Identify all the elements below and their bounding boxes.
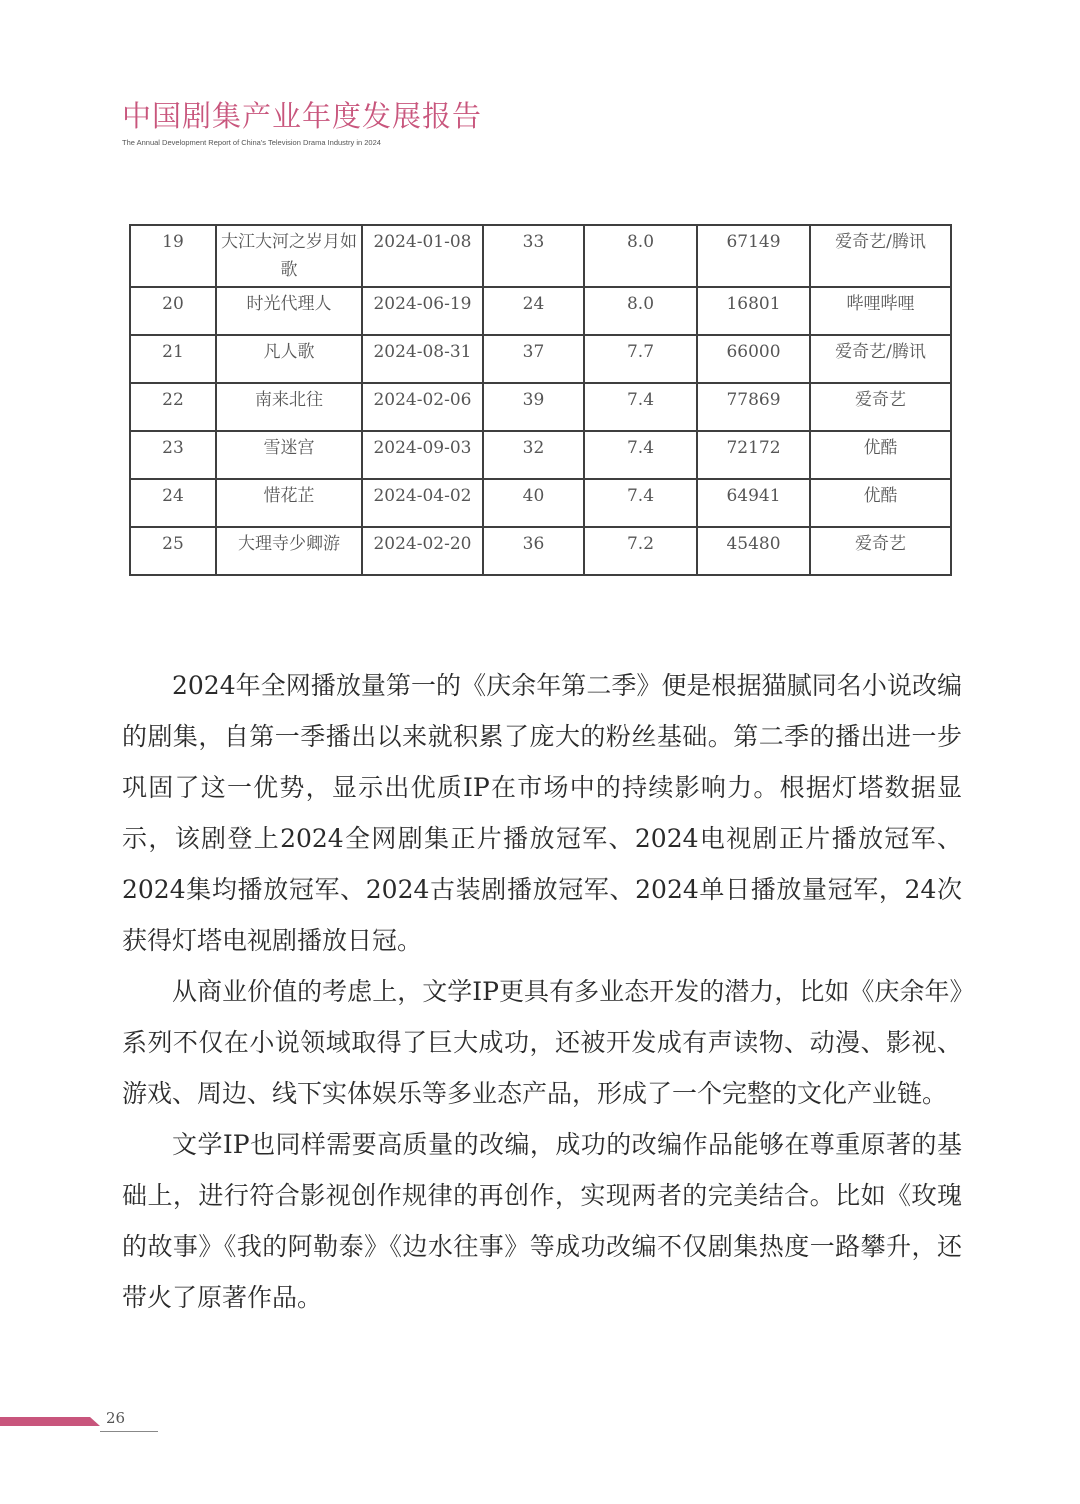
platform-cell: 爱奇艺 xyxy=(810,383,951,431)
drama-name-cell: 时光代理人 xyxy=(216,287,362,335)
paragraph: 2024年全网播放量第一的《庆余年第二季》便是根据猫腻同名小说改编的剧集，自第一季播出以来就积累了庞大的粉丝基础。第二季的播出进一步巩固了这一优势，显示出优质IP在市场中的持续影响力。根据灯塔数据显示，该剧登上2024全网剧集正片播放冠军、2024电视剧正片播放冠军、2024集均播放冠军、2024古装剧播放冠军、2024单日播放量冠军，24次获得灯塔电视剧播放日冠。 xyxy=(122,671,962,955)
score-cell: 8.0 xyxy=(584,287,697,335)
drama-name-cell: 惜花芷 xyxy=(216,479,362,527)
episodes-cell: 24 xyxy=(483,287,584,335)
platform-cell: 哔哩哔哩 xyxy=(810,287,951,335)
episodes-cell: 37 xyxy=(483,335,584,383)
platform-cell: 爱奇艺/腾讯 xyxy=(810,335,951,383)
page-number: 26 xyxy=(106,1409,126,1427)
table-row xyxy=(130,287,951,335)
paragraph: 从商业价值的考虑上，文学IP更具有多业态开发的潜力，比如《庆余年》系列不仅在小说领域取得了巨大成功，还被开发成有声读物、动漫、影视、游戏、周边、线下实体娱乐等多业态产品，形成了一个完整的文化产业链。 xyxy=(122,977,962,1108)
air-date-cell: 2024-08-31 xyxy=(362,335,483,383)
score-cell: 7.2 xyxy=(584,527,697,575)
count-cell: 66000 xyxy=(697,335,810,383)
count-cell: 45480 xyxy=(697,527,810,575)
rank-cell: 21 xyxy=(130,335,216,383)
platform-cell: 优酷 xyxy=(810,479,951,527)
count-cell: 72172 xyxy=(697,431,810,479)
score-cell: 7.4 xyxy=(584,383,697,431)
score-cell: 7.4 xyxy=(584,431,697,479)
rank-cell: 22 xyxy=(130,383,216,431)
rank-cell: 24 xyxy=(130,479,216,527)
rank-cell: 19 xyxy=(130,225,216,287)
rank-cell: 23 xyxy=(130,431,216,479)
drama-ratings-table xyxy=(129,224,952,576)
footer-rule xyxy=(100,1431,158,1432)
rank-cell: 25 xyxy=(130,527,216,575)
platform-cell: 爱奇艺 xyxy=(810,527,951,575)
table-row xyxy=(130,225,951,287)
drama-name-cell: 凡人歌 xyxy=(216,335,362,383)
report-title: 中国剧集产业年度发展报告 xyxy=(122,99,483,133)
body-text xyxy=(122,660,962,1323)
rank-cell: 20 xyxy=(130,287,216,335)
count-cell: 16801 xyxy=(697,287,810,335)
paragraph: 文学IP也同样需要高质量的改编，成功的改编作品能够在尊重原著的基础上，进行符合影视创作规律的再创作，实现两者的完美结合。比如《玫瑰的故事》《我的阿勒泰》《边水往事》等成功改编不仅剧集热度一路攀升，还带火了原著作品。 xyxy=(122,1130,962,1312)
footer-accent-bar xyxy=(0,1417,100,1426)
episodes-cell: 33 xyxy=(483,225,584,287)
air-date-cell: 2024-02-06 xyxy=(362,383,483,431)
table-row xyxy=(130,479,951,527)
count-cell: 77869 xyxy=(697,383,810,431)
table-row xyxy=(130,335,951,383)
drama-name-cell: 雪迷宫 xyxy=(216,431,362,479)
count-cell: 67149 xyxy=(697,225,810,287)
air-date-cell: 2024-04-02 xyxy=(362,479,483,527)
report-header xyxy=(122,96,482,149)
air-date-cell: 2024-06-19 xyxy=(362,287,483,335)
count-cell: 64941 xyxy=(697,479,810,527)
episodes-cell: 40 xyxy=(483,479,584,527)
score-cell: 8.0 xyxy=(584,225,697,287)
table-row xyxy=(130,527,951,575)
table-row xyxy=(130,431,951,479)
episodes-cell: 39 xyxy=(483,383,584,431)
drama-name-cell: 大江大河之岁月如歌 xyxy=(216,225,362,287)
episodes-cell: 32 xyxy=(483,431,584,479)
report-subtitle: The Annual Development Report of China's Television Drama Industry in 2024 xyxy=(122,138,381,147)
platform-cell: 优酷 xyxy=(810,431,951,479)
drama-name-cell: 大理寺少卿游 xyxy=(216,527,362,575)
score-cell: 7.4 xyxy=(584,479,697,527)
platform-cell: 爱奇艺/腾讯 xyxy=(810,225,951,287)
drama-name-cell: 南来北往 xyxy=(216,383,362,431)
score-cell: 7.7 xyxy=(584,335,697,383)
air-date-cell: 2024-02-20 xyxy=(362,527,483,575)
air-date-cell: 2024-09-03 xyxy=(362,431,483,479)
table-row xyxy=(130,383,951,431)
episodes-cell: 36 xyxy=(483,527,584,575)
air-date-cell: 2024-01-08 xyxy=(362,225,483,287)
